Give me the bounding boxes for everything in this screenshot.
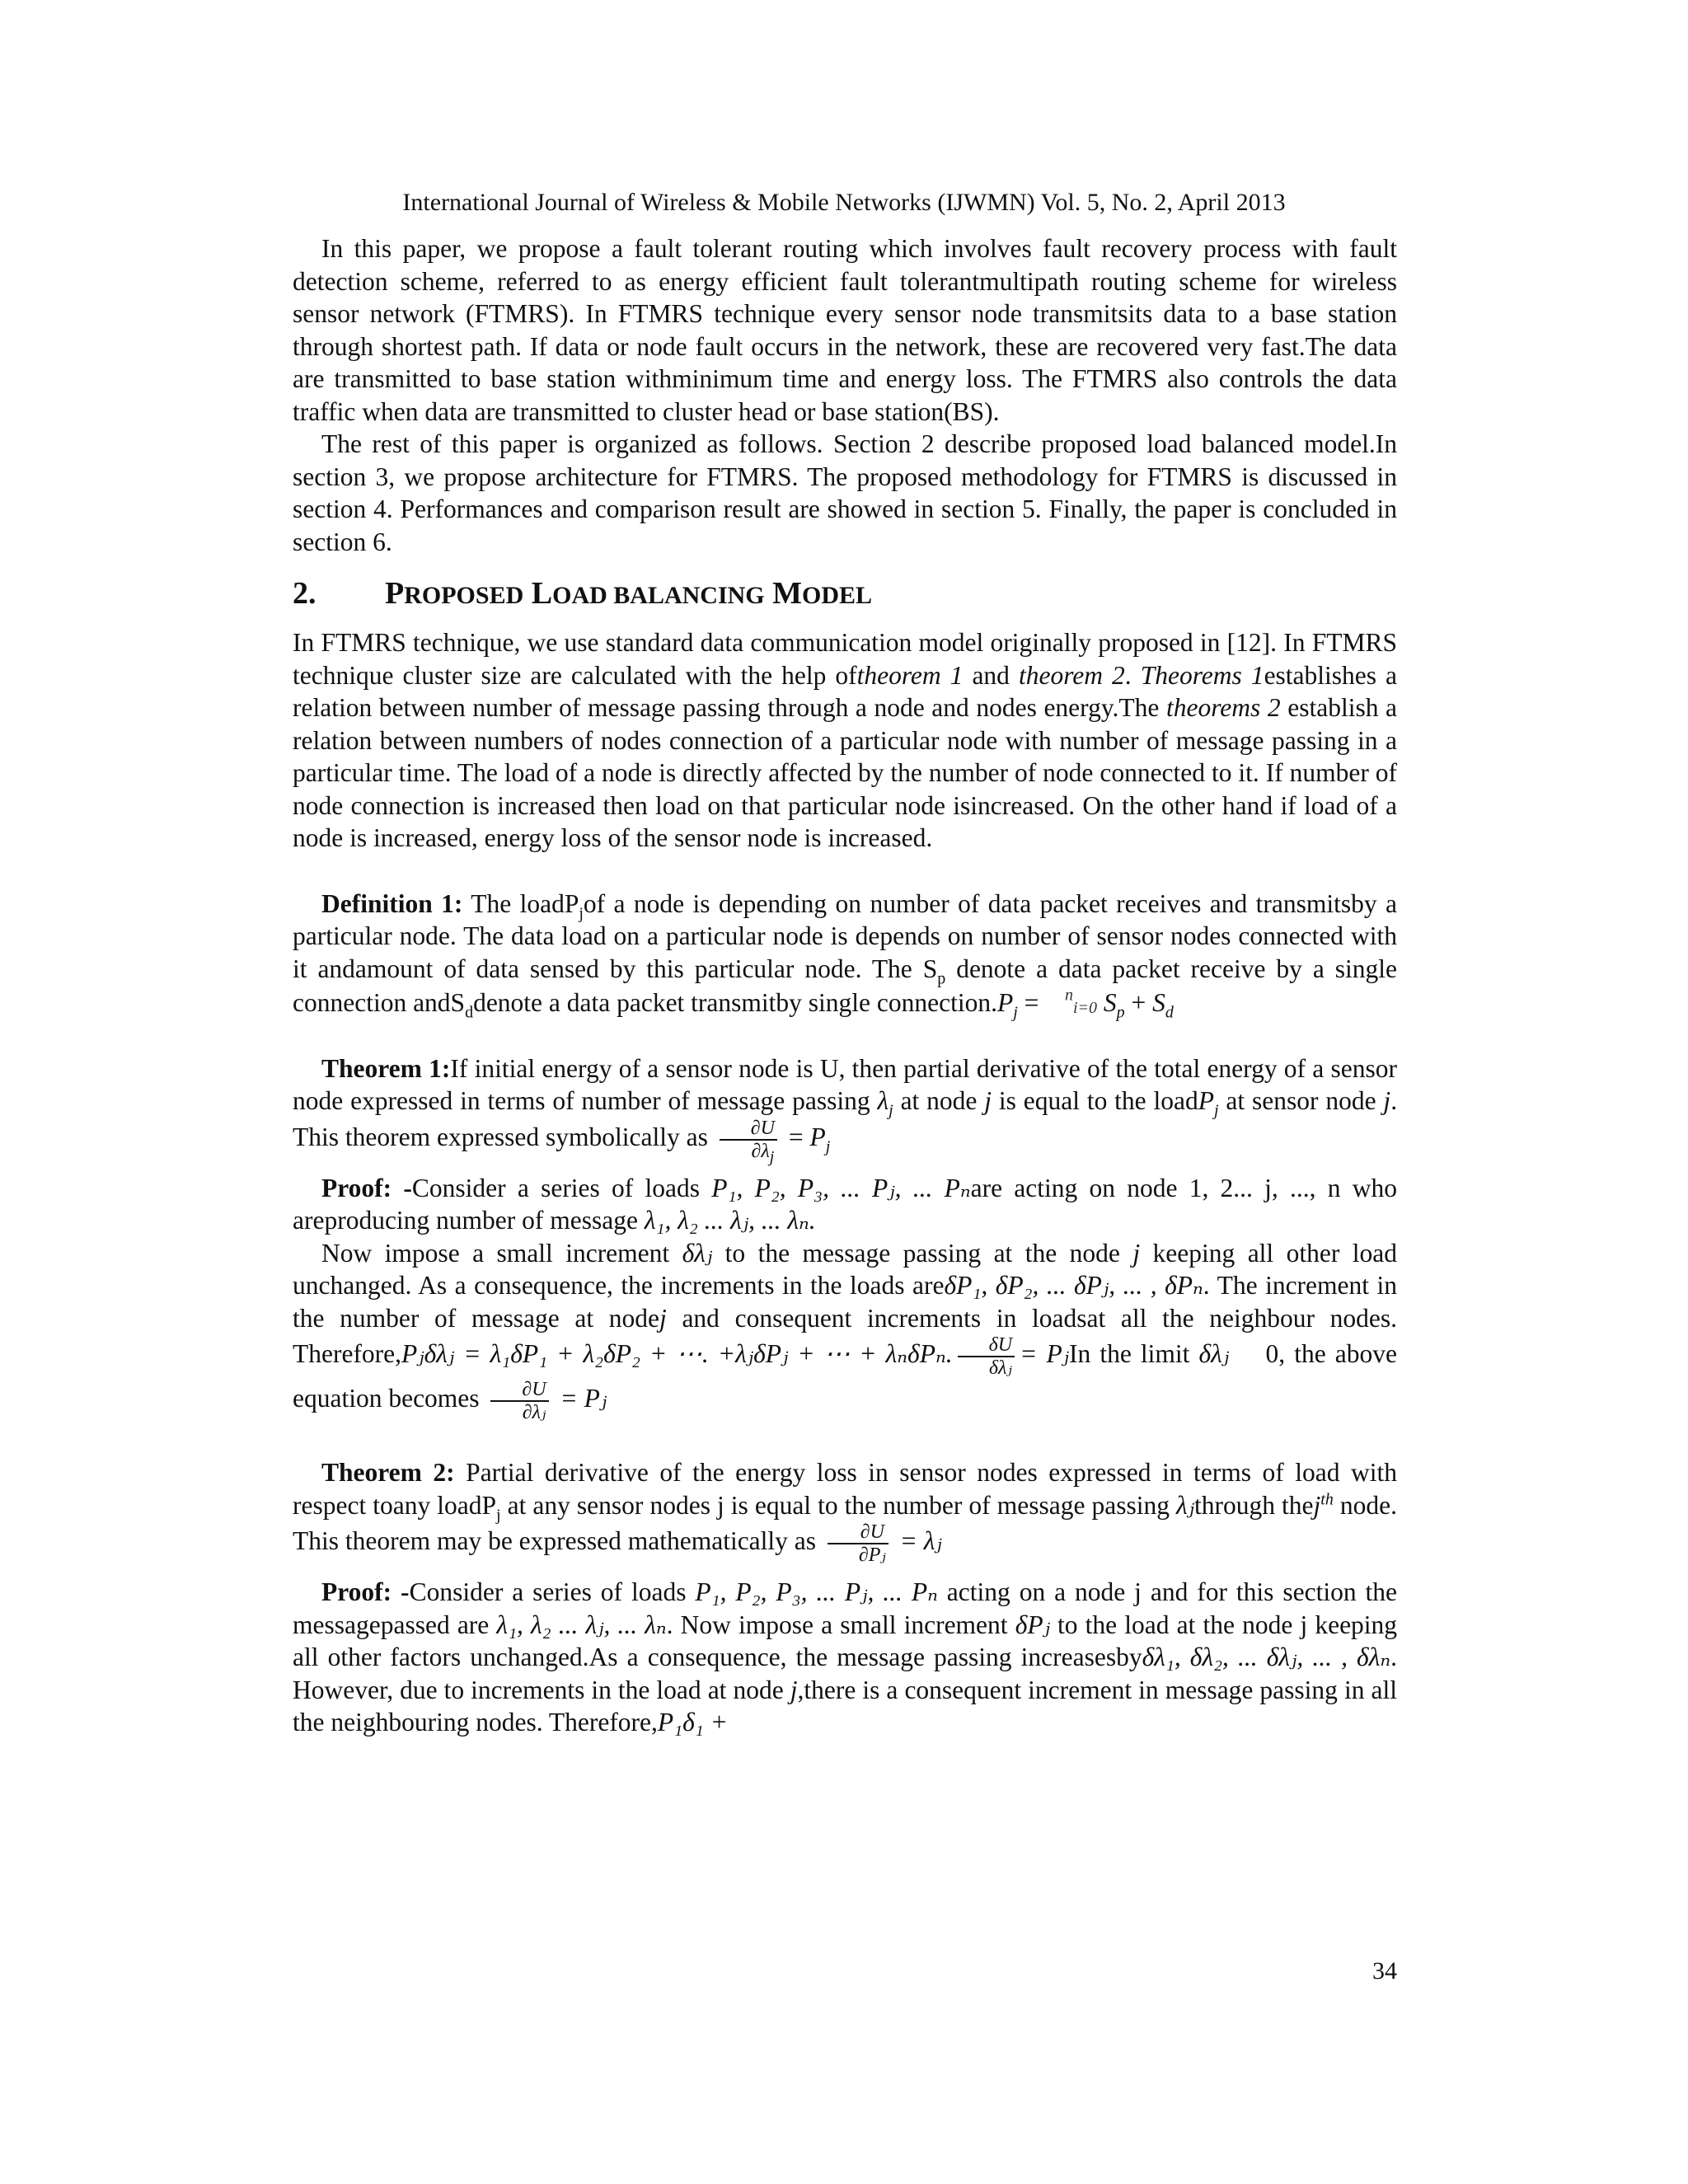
page-number: 34 — [1372, 1957, 1397, 1985]
definition-label: Definition 1: — [321, 888, 463, 918]
theorem-2-fraction: $\frac{\partial U}{\text{∂Pⱼ}}$ — [828, 1521, 889, 1566]
proof-1-fraction: $\frac{\delta U}{\text{δλⱼ}}$ — [958, 1334, 1015, 1379]
section-number: 2. — [293, 576, 316, 611]
proof-2: Proof: -Consider a series of loads P₁, P₂, P₃, ... Pⱼ, ... Pₙ acting on a node j and for this section the messagepassed are λ₁, λ₂ ... λⱼ, ... λₙ. Now impose a small increment δPⱼ to the load at the node j keeping all other factors unchanged.As a consequence, the message passing increasesbyδλ₁, δλ₂, ... δλⱼ, ... , δλₙ. However, due to increments in the load at node j,there is a consequent increment in message passing in all the neighbouring nodes. Therefore,P₁δ₁ + — [293, 1577, 1398, 1736]
section2-paragraph: In FTMRS technique, we use standard data communication model originally proposed in [12]. In FTMRS technique cluster size are calculated with the help oftheorem 1 and theorem 2. Theorems 1establishes a relation between number of message passing through a node and nodes energy.The theorems 2 establish a relation between numbers of nodes connection of a particular node with number of message passing in a particular time. The load of a node is directly affected by the number of node connected to it. If number of node connection is increased then load on that particular node isincreased. On the other hand if load of a node is increased, energy loss of the sensor node is increased. — [293, 628, 1398, 852]
theorem-1-fraction: $\frac{\partial U}{\partial\lambda_j}$ — [720, 1118, 777, 1162]
theorem-2-label: Theorem 2: — [321, 1458, 455, 1487]
proof-1-continued: Now impose a small increment δλⱼ to the message passing at the node j keeping all other load unchanged. As a consequence, the increments in the loads areδP₁, δP₂, ... δPⱼ, ... , δPₙ. The increment in the number of message at nodej and consequent increments in loadsat all the neighbour nodes. Therefore,Pⱼδλⱼ = λ₁δP₁ + λ₂δP₂ + ⋯. +λⱼδPⱼ + ⋯ + λₙδPₙ. $\frac{\delta U}{\text{δλⱼ}}$ = PⱼIn the limit δλⱼ 0, the above equation becomes $\frac{\partial U}{\text{∂λⱼ}}$ = Pⱼ — [293, 1238, 1398, 1423]
theorem-1-label: Theorem 1: — [321, 1053, 451, 1083]
theorem-2: Theorem 2: Partial derivative of the energy loss in sensor nodes expressed in terms of load with respect toany loadP$_j$ at any sensor nodes j is equal to the number of message passing λⱼthrough thej$^{th}$ node. This theorem may be expressed mathematically as $\frac{\partial U}{\text{∂Pⱼ}}$ = λⱼ — [293, 1458, 1398, 1566]
theorem-1: Theorem 1:If initial energy of a sensor node is U, then partial derivative of the total energy of a sensor node expressed in terms of number of message passing $\lambda_j$ at node j is equal to the loadP$_j$ at sensor node j. This theorem expressed symbolically as $\frac{\partial U}{\partial\lambda_j}$ = $P_j$ — [293, 1053, 1398, 1166]
definition-1: Definition 1: The loadP$_j$of a node is depending on number of data packet receives and transmitsby a particular node. The data load on a particular node is depends on number of sensor nodes connected with it andamount of data sensed by this particular node. The $S_p$ denote a data packet receive by a single connection andS$_d$denote a data packet transmitby single $connection.P_j$ = $^n_{i=0}$ $S_p + S_d$ — [293, 888, 1397, 1022]
load-formula: $P_j$ = $^n_{i=0}$ $S_p + S_d$ — [996, 986, 1174, 1022]
proof-1-label: Proof: - — [321, 1173, 412, 1202]
body-text — [293, 232, 1397, 1739]
proof-1: Proof: -Consider a series of loads P₁, P₂, P₃, ... Pⱼ, ... Pₙare acting on node 1, 2... j, ..., n who areproducing number of message λ₁, λ₂ ... λⱼ, ... λₙ. — [293, 1173, 1398, 1235]
section-heading — [293, 574, 1397, 615]
intro-paragraph-1: In this paper, we propose a fault tolerant routing which involves fault recovery process with fault detection scheme, referred to as energy efficient fault tolerantmultipath routing scheme for wireless sensor network (FTMRS). In FTMRS technique every sensor node transmitsits data to a base station through shortest path. If data or node fault occurs in the network, these are recovered very fast.The data are transmitted to base station withminimum time and energy loss. The FTMRS also controls the data traffic when data are transmitted to cluster head or base station(BS). — [293, 234, 1397, 426]
intro-paragraph-2: The rest of this paper is organized as follows. Section 2 describe proposed load balanced model.In section 3, we propose architecture for FTMRS. The proposed methodology for FTMRS is discussed in section 4. Performances and comparison result are showed in section 5. Finally, the paper is concluded in section 6. — [293, 429, 1397, 556]
proof-2-label: Proof: - — [321, 1577, 410, 1606]
proof-1-limit-fraction: $\frac{\partial U}{\text{∂λⱼ}}$ — [490, 1379, 548, 1423]
journal-header: International Journal of Wireless & Mobile Networks (IJWMN) Vol. 5, No. 2, April 2013 — [402, 189, 1286, 216]
section-title: PROPOSED LOAD BALANCING MODEL — [385, 576, 873, 611]
